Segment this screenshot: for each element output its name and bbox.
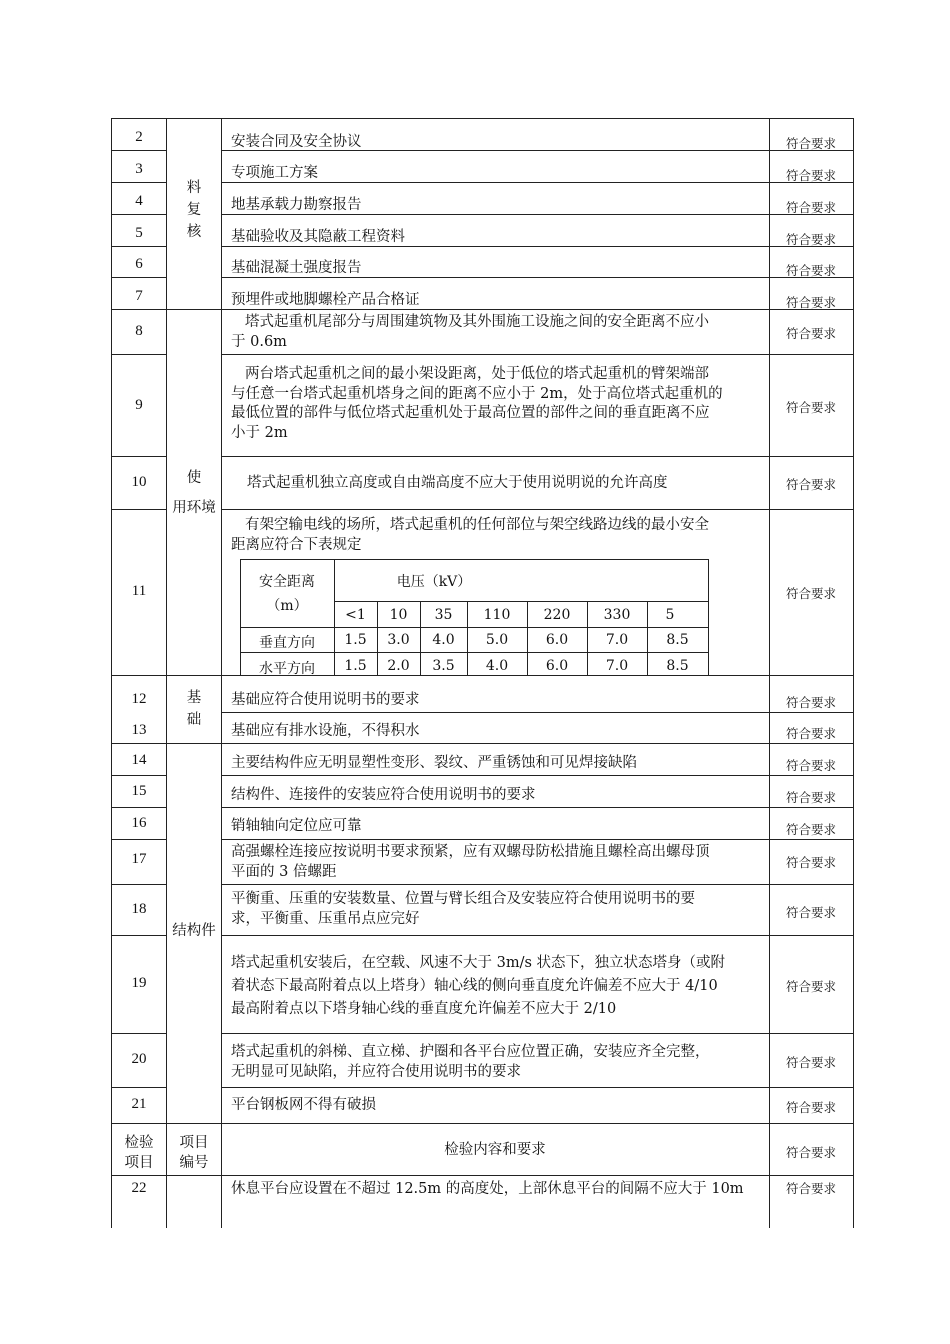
row-content: 预埋件或地脚螺栓产品合格证	[231, 292, 420, 308]
voltage-label: 电压（kV）	[396, 574, 472, 590]
row-line	[111, 277, 166, 278]
voltage-value: <1	[345, 607, 366, 623]
header-line: 项目	[179, 1135, 209, 1151]
group-char: 使	[186, 470, 202, 486]
content-line: 有架空输电线的场所，塔式起重机的任何部位与架空线路边线的最小安全	[245, 517, 709, 533]
row-content: 结构件、连接件的安装应符合使用说明书的要求	[231, 787, 536, 803]
group-char: 基	[186, 690, 202, 706]
clearance-value: 4.0	[485, 658, 509, 674]
clearance-value: 4.0	[432, 632, 455, 648]
row-content: 平台钢板网不得有破损	[231, 1097, 376, 1113]
row-line	[111, 1123, 854, 1124]
subtable-line	[240, 559, 709, 560]
result-status: 符合要求	[785, 905, 836, 920]
row-content: 基础应符合使用说明书的要求	[231, 692, 420, 708]
clearance-value: 7.0	[605, 632, 629, 648]
content-line: 无明显可见缺陷，并应符合使用说明书的要求	[231, 1063, 521, 1080]
content-line: 两台塔式起重机之间的最小架设距离，处于低位的塔式起重机的臂架端部	[245, 366, 709, 382]
row-number: 12	[131, 691, 147, 707]
content-line: 塔式起重机尾部分与周围建筑物及其外围施工设施之间的安全距离不应小	[245, 314, 709, 330]
clearance-value: 7.0	[605, 658, 629, 674]
row-line	[111, 884, 166, 885]
content-line: 着状态下最高附着点以上塔身）轴心线的侧向垂直度允许偏差不应大于 4/10	[231, 978, 718, 994]
group-label-environment	[166, 467, 222, 519]
row-line	[221, 839, 854, 840]
row-line	[221, 884, 854, 885]
content-line: 平衡重、压重的安装数量、位置与臂长组合及安装应符合使用说明书的要	[231, 891, 695, 907]
result-status: 符合要求	[785, 295, 836, 310]
row-number: 3	[135, 161, 143, 177]
row-line	[221, 509, 854, 510]
header-line: 检验	[124, 1135, 154, 1151]
row-content	[231, 365, 771, 443]
row-line	[221, 807, 854, 808]
result-status: 符合要求	[785, 758, 836, 773]
row-line	[111, 509, 166, 510]
result-status: 符合要求	[785, 586, 836, 601]
content-line: 塔式起重机的斜梯、直立梯、护圈和各平台应位置正确，安装应齐全完整，	[231, 1044, 710, 1060]
group-char: 础	[186, 712, 202, 728]
result-status: 符合要求	[785, 200, 836, 215]
row-line	[111, 807, 166, 808]
row-number: 4	[135, 193, 143, 209]
row-content: 基础应有排水设施，不得积水	[231, 723, 420, 739]
row-number: 10	[131, 474, 147, 490]
clearance-value: 8.5	[666, 658, 689, 674]
row-line	[111, 743, 854, 744]
row-line	[221, 712, 854, 713]
result-status: 符合要求	[785, 822, 836, 837]
result-status: 符合要求	[785, 1181, 836, 1196]
row-number: 20	[131, 1051, 147, 1067]
row-content: 安装合同及安全协议	[231, 134, 362, 150]
row-content: 塔式起重机独立高度或自由端高度不应大于使用说明说的允许高度	[247, 475, 668, 491]
content-line: 最高附着点以下塔身轴心线的垂直度允许偏差不应大于 2/10	[231, 1001, 617, 1017]
row-line	[111, 182, 166, 183]
row-line	[221, 935, 854, 936]
clearance-value: 8.5	[666, 632, 689, 648]
row-number: 17	[131, 851, 147, 867]
header-inspection-item	[111, 1133, 167, 1173]
row-content	[231, 890, 771, 929]
voltage-value: 330	[603, 607, 631, 623]
row-content	[231, 843, 771, 882]
clearance-value: 6.0	[545, 632, 569, 648]
row-number: 14	[131, 752, 147, 768]
row-line	[111, 456, 166, 457]
clearance-value: 5.0	[485, 632, 509, 648]
group-label-materials	[166, 177, 222, 243]
clearance-value: 3.0	[387, 632, 410, 648]
row-number: 22	[131, 1180, 147, 1196]
row-line	[221, 1087, 854, 1088]
header-line: 编号	[179, 1155, 209, 1171]
row-content: 休息平台应设置在不超过 12.5m 的高度处，上部休息平台的间隔不应大于 10m	[231, 1181, 744, 1197]
content-line: 小于 2m	[231, 424, 288, 441]
subtable-line	[240, 652, 709, 653]
row-number: 15	[131, 783, 147, 799]
row-line	[221, 456, 854, 457]
row-number: 13	[131, 722, 147, 738]
direction-label: 垂直方向	[259, 635, 315, 651]
row-line	[111, 775, 166, 776]
row-number: 5	[135, 225, 143, 241]
clearance-value: 6.0	[545, 658, 569, 674]
row-line	[111, 675, 854, 676]
row-line	[111, 839, 166, 840]
content-line: 求，平衡重、压重吊点应完好	[231, 910, 420, 927]
row-content: 销轴轴向定位应可靠	[231, 818, 362, 834]
group-char: 用环境	[172, 500, 216, 516]
content-line: 高强螺栓连接应按说明书要求预紧，应有双螺母防松措施且螺栓高出螺母顶	[231, 844, 710, 860]
row-number: 19	[131, 975, 147, 991]
subtable-line	[240, 627, 709, 628]
result-status: 符合要求	[785, 400, 836, 415]
subtable-line	[334, 601, 709, 602]
row-number: 8	[135, 323, 143, 339]
row-content: 地基承载力勘察报告	[231, 197, 362, 213]
content-line: 与任意一台塔式起重机塔身之间的距离不应小于 2m，处于高位塔式起重机的	[231, 385, 723, 402]
row-line	[111, 150, 166, 151]
group-char: 结构件	[172, 923, 216, 939]
result-status: 符合要求	[785, 263, 836, 278]
table-border-top	[111, 118, 854, 119]
row-content: 主要结构件应无明显塑性变形、裂纹、严重锈蚀和可见焊接缺陷	[231, 755, 637, 771]
header-content: 检验内容和要求	[444, 1142, 546, 1158]
row-line	[111, 1175, 854, 1176]
row-content: 专项施工方案	[231, 165, 318, 181]
row-line	[111, 214, 166, 215]
row-line	[221, 1033, 854, 1034]
row-number: 6	[135, 256, 143, 272]
header-line: 项目	[124, 1155, 154, 1171]
content-line: 于 0.6m	[231, 333, 287, 350]
group-char: 核	[186, 224, 202, 240]
row-number: 16	[131, 815, 147, 831]
result-status: 符合要求	[785, 726, 836, 741]
header-item-code	[166, 1133, 222, 1173]
content-line: 平面的 3 倍螺距	[231, 863, 337, 880]
result-status: 符合要求	[785, 855, 836, 870]
content-line: 距离应符合下表规定	[231, 536, 362, 553]
row-number: 7	[135, 288, 143, 304]
content-line: 最低位置的部件与低位塔式起重机处于最高位置的部件之间的垂直距离不应	[231, 405, 710, 421]
row-content	[231, 1043, 771, 1082]
group-label-foundation	[166, 687, 222, 731]
clearance-label: 安全距离	[259, 574, 315, 590]
subtable-line	[708, 559, 709, 675]
clearance-value: 3.5	[432, 658, 455, 674]
row-line	[221, 775, 854, 776]
result-status: 符合要求	[785, 232, 836, 247]
row-content: 基础验收及其隐蔽工程资料	[231, 229, 405, 245]
result-status: 符合要求	[785, 979, 836, 994]
table-border-right	[853, 118, 854, 1228]
group-label-structure	[164, 920, 224, 942]
divider-group-content	[221, 118, 222, 1228]
row-line	[111, 354, 166, 355]
result-status: 符合要求	[785, 168, 836, 183]
row-number: 21	[131, 1096, 147, 1112]
voltage-value: 35	[434, 607, 453, 623]
direction-label: 水平方向	[259, 661, 315, 677]
content-line: 塔式起重机安装后，在空载、风速不大于 3m/s 状态下，独立状态塔身（或附	[231, 955, 726, 971]
voltage-value: 220	[543, 607, 571, 623]
row-content: 基础混凝土强度报告	[231, 260, 362, 276]
group-char: 复	[186, 202, 202, 218]
row-line	[221, 354, 854, 355]
clearance-value: 1.5	[344, 632, 367, 648]
group-char: 料	[186, 180, 202, 196]
result-status: 符合要求	[785, 1145, 836, 1160]
result-status: 符合要求	[785, 326, 836, 341]
row-number: 9	[135, 397, 143, 413]
row-line	[111, 935, 166, 936]
result-status: 符合要求	[785, 1100, 836, 1115]
voltage-value: 10	[389, 607, 408, 623]
clearance-unit: （m）	[266, 598, 308, 614]
row-content	[231, 516, 771, 555]
result-status: 符合要求	[785, 695, 836, 710]
result-status: 符合要求	[785, 1055, 836, 1070]
voltage-value: 110	[483, 607, 511, 623]
row-line	[111, 246, 166, 247]
row-content	[231, 952, 771, 1021]
row-number: 2	[135, 129, 143, 145]
result-status: 符合要求	[785, 790, 836, 805]
result-status: 符合要求	[785, 136, 836, 151]
row-number: 18	[131, 901, 147, 917]
voltage-value: 5	[665, 607, 675, 623]
result-status: 符合要求	[785, 477, 836, 492]
row-content	[231, 313, 771, 352]
row-line	[111, 1033, 166, 1034]
clearance-value: 1.5	[344, 658, 367, 674]
row-line	[111, 309, 854, 310]
row-line	[111, 1087, 166, 1088]
clearance-value: 2.0	[387, 658, 410, 674]
row-number: 11	[131, 583, 147, 599]
